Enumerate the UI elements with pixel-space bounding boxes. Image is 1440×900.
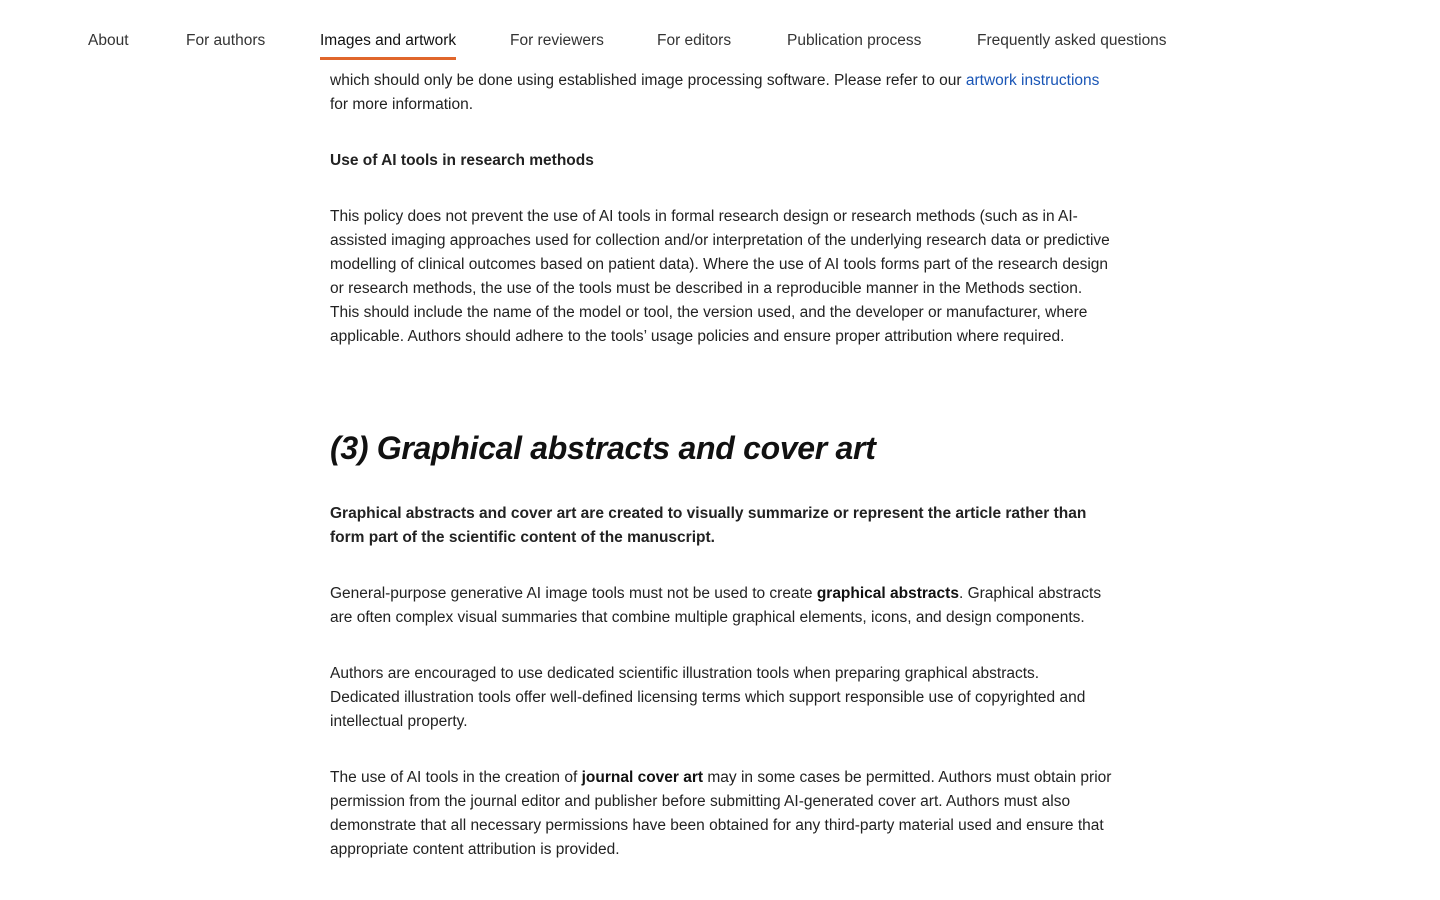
nav-item-faq[interactable]: Frequently asked questions [977,32,1167,49]
nav-item-publication-process[interactable]: Publication process [787,32,922,49]
section-heading-graphical-abstracts: (3) Graphical abstracts and cover art [330,430,876,466]
nav-item-images-and-artwork[interactable] [320,30,456,52]
nav-item-label: Images and artwork [320,32,457,49]
partial-paragraph [330,69,1099,93]
section-nav-bar [0,0,1440,62]
paragraph-illustration-tools: Authors are encouraged to use dedicated scientific illustration tools when preparing graphical abstracts. Dedicated illustration tools offer well-defined licensing terms which support responsible use of copyrighted and intellectual property. [330,665,1086,730]
text: . Graphical abstracts are often complex visual summaries that combine multiple graphical elements, icons, and design components. [330,585,1102,626]
subheading-ai-research-methods: Use of AI tools in research methods [330,152,594,169]
nav-item-for-reviewers[interactable]: For reviewers [510,32,604,49]
nav-item-for-authors[interactable]: For authors [186,32,266,49]
text: General-purpose generative AI image tools must not be used to create [330,585,817,602]
partial-paragraph-text: which should only be done using established image processing software. Please refer to our [330,72,966,89]
active-tab-indicator [320,57,456,60]
paragraph-ai-research-methods: This policy does not prevent the use of AI tools in formal research design or research methods (such as in AI-assisted imaging approaches used for collection and/or interpretation of the underlying research data or predictive modelling of clinical outcomes based on patient data). Where the use of AI tools forms part of the research design or research methods, the use of the tools must be described in a reproducible manner in the Methods section. This should include the name of the model or tool, the version used, and the developer or manufacturer, where applicable. Authors should adhere to the tools’ usage policies and ensure proper attribution where required. [330,208,1110,345]
emphasis-graphical-abstracts: graphical abstracts [816,585,959,602]
text: The use of AI tools in the creation of [330,769,582,786]
text: may in some cases be permitted. Authors must obtain prior permission from the journal editor and publisher before submitting AI-generated cover art. Authors must also demonstrate that all necessary permissions have been obtained for any third-party material used and ensure that appropriate content attribution is provided. [330,769,1112,858]
lead-paragraph: Graphical abstracts and cover art are created to visually summarize or represent the article rather than form part of the scientific content of the manuscript. [330,505,1087,546]
nav-item-about[interactable]: About [88,32,129,49]
partial-paragraph-end: for more information. [330,96,473,113]
paragraph-cover-art [330,766,1120,862]
paragraph-graphical-abstracts [330,582,1110,630]
emphasis-journal-cover-art: journal cover art [581,769,704,786]
nav-item-for-editors[interactable]: For editors [657,32,732,49]
artwork-instructions-link[interactable]: artwork instructions [965,72,1100,89]
